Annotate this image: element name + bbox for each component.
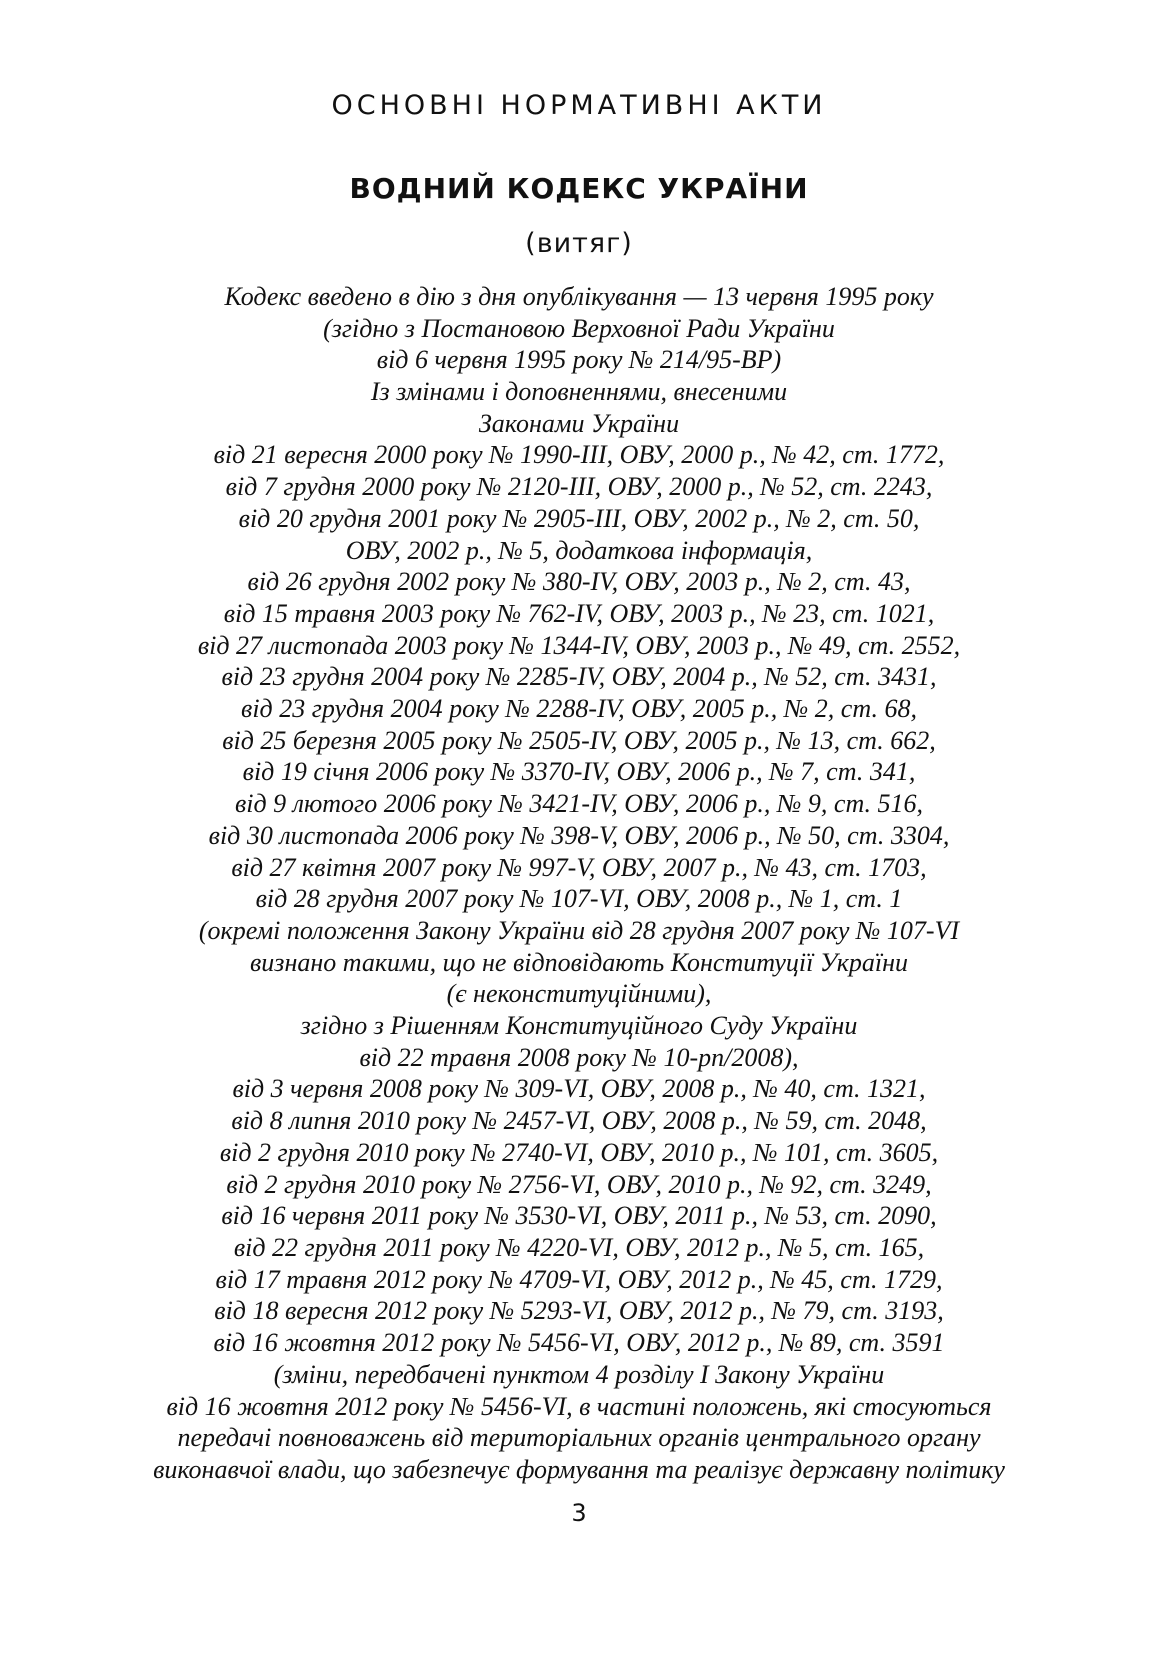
amendment-line: від 23 грудня 2004 року № 2288-IV, ОВУ, 2005 р., № 2, ст. 68,	[241, 694, 917, 724]
amendment-line: від 27 квітня 2007 року № 997-V, ОВУ, 2007 р., № 43, ст. 1703,	[231, 852, 927, 882]
amendment-line: згідно з Рішенням Конституційного Суду України	[300, 1011, 858, 1041]
amendment-line: від 2 грудня 2010 року № 2740-VI, ОВУ, 2010 р., № 101, ст. 3605,	[219, 1137, 939, 1167]
document-subtitle: (витяг)	[525, 228, 633, 259]
amendment-line: від 8 липня 2010 року № 2457-VI, ОВУ, 2008 р., № 59, ст. 2048,	[231, 1106, 927, 1136]
amendment-line: визнано такими, що не відповідають Конституції України	[250, 947, 908, 977]
amendment-line: від 18 вересня 2012 року № 5293-VI, ОВУ, 2012 р., № 79, ст. 3193,	[214, 1296, 944, 1326]
amendment-line: від 19 січня 2006 року № 3370-IV, ОВУ, 2006 р., № 7, ст. 341,	[242, 757, 916, 787]
section-title: ОСНОВНІ НОРМАТИВНІ АКТИ	[331, 90, 827, 121]
page-number: 3	[571, 1499, 587, 1527]
enactment-note	[0, 281, 1158, 376]
amendment-line: від 16 жовтня 2012 року № 5456-VI, ОВУ, 2012 р., № 89, ст. 3591	[213, 1328, 945, 1358]
amendment-line: Законами України	[478, 408, 680, 438]
enactment-note-line: від 6 червня 1995 року № 214/95-ВР)	[376, 345, 782, 375]
amendment-line: від 9 лютого 2006 року № 3421-IV, ОВУ, 2006 р., № 9, ст. 516,	[234, 789, 924, 819]
amendment-line: виконавчої влади, що забезпечує формування та реалізує державну політику	[153, 1454, 1005, 1484]
amendment-line: від 15 травня 2003 року № 762-IV, ОВУ, 2003 р., № 23, ст. 1021,	[223, 598, 935, 628]
amendment-line: (зміни, передбачені пунктом 4 розділу І Закону України	[273, 1359, 885, 1389]
amendment-line: (є неконституційними),	[446, 979, 712, 1009]
amendment-line: ОВУ, 2002 р., № 5, додаткова інформація,	[345, 535, 813, 565]
amendments-list	[0, 376, 1158, 1486]
amendment-line: від 21 вересня 2000 року № 1990-ІІІ, ОВУ, 2000 р., № 42, ст. 1772,	[213, 440, 945, 470]
amendment-line: від 22 травня 2008 року № 10-рп/2008),	[359, 1042, 799, 1072]
amendment-line: від 22 грудня 2011 року № 4220-VI, ОВУ, 2012 р., № 5, ст. 165,	[233, 1232, 925, 1262]
amendment-line: від 17 травня 2012 року № 4709-VI, ОВУ, 2012 р., № 45, ст. 1729,	[215, 1264, 943, 1294]
document-title: ВОДНИЙ КОДЕКС УКРАЇНИ	[349, 172, 809, 205]
amendment-line: від 3 червня 2008 року № 309-VI, ОВУ, 2008 р., № 40, ст. 1321,	[232, 1074, 926, 1104]
amendment-line: від 28 грудня 2007 року № 107-VI, ОВУ, 2008 р., № 1, ст. 1	[255, 884, 903, 914]
amendment-line: передачі повноважень від територіальних органів центрального органу	[177, 1423, 981, 1453]
amendment-line: від 25 березня 2005 року № 2505-IV, ОВУ, 2005 р., № 13, ст. 662,	[222, 725, 936, 755]
amendment-line: від 16 червня 2011 року № 3530-VI, ОВУ, 2011 р., № 53, ст. 2090,	[221, 1201, 937, 1231]
amendment-line: Із змінами і доповненнями, внесеними	[370, 377, 788, 406]
amendment-line: від 2 грудня 2010 року № 2756-VI, ОВУ, 2010 р., № 92, ст. 3249,	[226, 1169, 932, 1199]
amendment-line: від 30 листопада 2006 року № 398-V, ОВУ, 2006 р., № 50, ст. 3304,	[208, 820, 950, 850]
amendment-line: від 23 грудня 2004 року № 2285-IV, ОВУ, 2004 р., № 52, ст. 3431,	[221, 662, 937, 692]
amendment-line: від 27 листопада 2003 року № 1344-IV, ОВУ, 2003 р., № 49, ст. 2552,	[197, 630, 961, 660]
enactment-note-line: Кодекс введено в дію з дня опублікування — 13 червня 1995 року	[224, 282, 934, 311]
enactment-note-line: (згідно з Постановою Верховної Ради України	[323, 313, 835, 343]
amendment-line: від 26 грудня 2002 року № 380-IV, ОВУ, 2003 р., № 2, ст. 43,	[247, 567, 911, 597]
amendment-line: від 7 грудня 2000 року № 2120-ІІІ, ОВУ, 2000 р., № 52, ст. 2243,	[225, 472, 933, 502]
amendment-line: від 20 грудня 2001 року № 2905-ІІІ, ОВУ, 2002 р., № 2, ст. 50,	[238, 503, 920, 533]
amendment-line: від 16 жовтня 2012 року № 5456-VI, в частині положень, які стосуються	[166, 1391, 992, 1421]
amendment-line: (окремі положення Закону України від 28 грудня 2007 року № 107-VI	[198, 915, 960, 945]
